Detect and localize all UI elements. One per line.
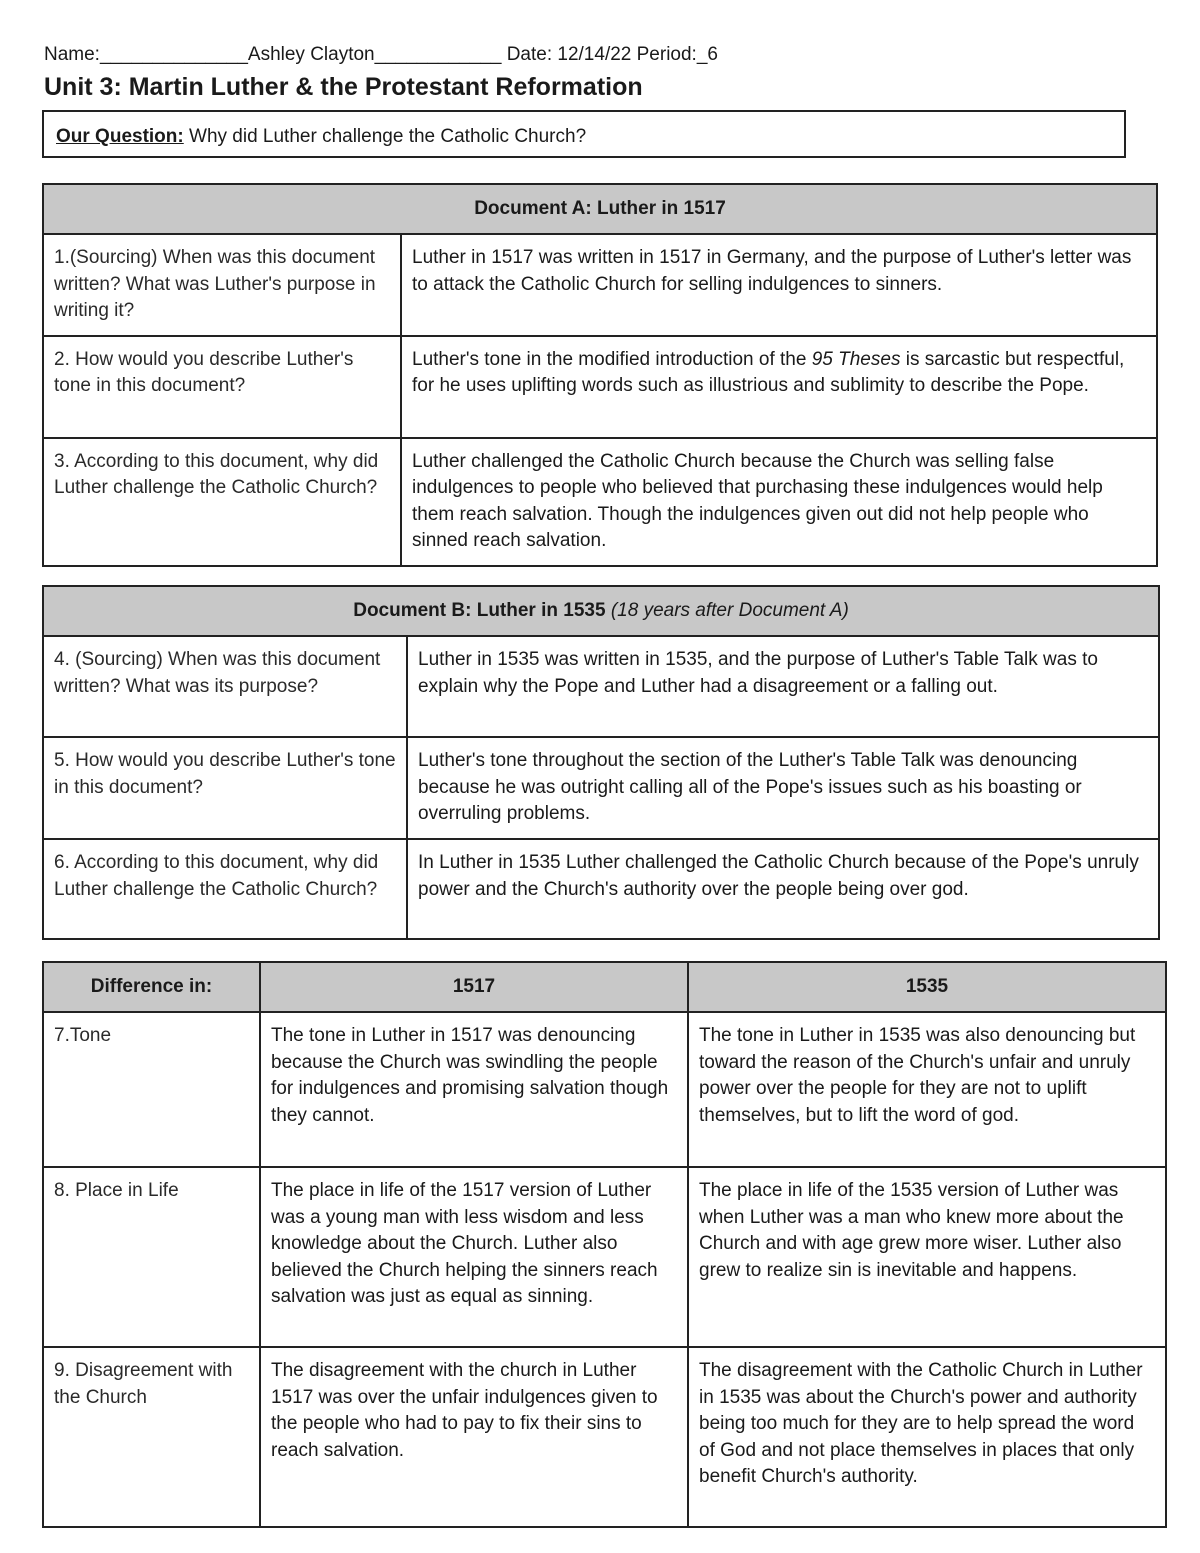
document-b-heading-note: (18 years after Document A)	[610, 599, 849, 621]
disagreement-1535: The disagreement with the Catholic Church in Luther in 1535 was about the Church's power and authority being too much for they are to help spread the word of God and not place themselves in places that only benefit Church's authority.	[688, 1347, 1166, 1527]
row-label-disagreement: 9. Disagreement with the Church	[43, 1347, 260, 1527]
question-text: Why did Luther challenge the Catholic Church?	[189, 126, 587, 147]
page-title: Unit 3: Martin Luther & the Protestant Reformation	[44, 73, 643, 101]
tone-1535: The tone in Luther in 1535 was also denouncing but toward the reason of the Church's unfair and unruly power over the people for they are not to uplift themselves, but to lift the word of god.	[688, 1012, 1166, 1167]
question-label: Our Question:	[56, 126, 184, 147]
question-2: 2. How would you describe Luther's tone in this document?	[43, 336, 401, 438]
question-4: 4. (Sourcing) When was this document written? What was its purpose?	[43, 636, 407, 737]
place-in-life-1535: The place in life of the 1535 version of Luther was when Luther was a man who knew more about the Church and with age grew more wiser. Luther also grew to realize sin is inevitable and happens.	[688, 1167, 1166, 1347]
document-b-heading: Document B: Luther in 1535 (18 years after Document A)	[43, 586, 1159, 636]
document-a-table	[42, 183, 1158, 567]
answer-3: Luther challenged the Catholic Church because the Church was selling false indulgences to people who believed that purchasing these indulgences would help them reach salvation. Though the indulgences given out did not help people who sinned reach salvation.	[401, 438, 1157, 566]
table-row	[43, 636, 1159, 737]
place-in-life-1517: The place in life of the 1517 version of Luther was a young man with less wisdom and less knowledge about the Church. Luther also believed the Church helping the sinners reach salvation was just as equal as sinning.	[260, 1167, 688, 1347]
table-row	[43, 839, 1159, 939]
row-label-place-in-life: 8. Place in Life	[43, 1167, 260, 1347]
table-row	[43, 438, 1157, 566]
document-b-table	[42, 585, 1160, 940]
answer-5: Luther's tone throughout the section of the Luther's Table Talk was denouncing because he was outright calling all of the Pope's issues such as his boasting or overruling problems.	[407, 737, 1159, 839]
answer-2: Luther's tone in the modified introduction of the 95 Theses is sarcastic but respectful, for he uses uplifting words such as illustrious and sublimity to describe the Pope.	[401, 336, 1157, 438]
question-1: 1.(Sourcing) When was this document written? What was Luther's purpose in writing it?	[43, 234, 401, 336]
answer-6: In Luther in 1535 Luther challenged the Catholic Church because of the Pope's unruly power and the Church's authority over the people being over god.	[407, 839, 1159, 939]
answer-1: Luther in 1517 was written in 1517 in Germany, and the purpose of Luther's letter was to attack the Catholic Church for selling indulgences to sinners.	[401, 234, 1157, 336]
table-row	[43, 336, 1157, 438]
question-6: 6. According to this document, why did Luther challenge the Catholic Church?	[43, 839, 407, 939]
tone-1517: The tone in Luther in 1517 was denouncing because the Church was swindling the people for indulgences and promising salvation though they cannot.	[260, 1012, 688, 1167]
disagreement-1517: The disagreement with the church in Luther 1517 was over the unfair indulgences given to the people who had to pay to fix their sins to reach salvation.	[260, 1347, 688, 1527]
table-row	[43, 1167, 1166, 1347]
header-1535: 1535	[688, 962, 1166, 1012]
comparison-table	[42, 961, 1167, 1528]
table-row	[43, 234, 1157, 336]
question-3: 3. According to this document, why did Luther challenge the Catholic Church?	[43, 438, 401, 566]
our-question-box	[42, 110, 1126, 158]
document-a-heading: Document A: Luther in 1517	[43, 184, 1157, 234]
table-row	[43, 737, 1159, 839]
header-difference-in: Difference in:	[43, 962, 260, 1012]
answer-4: Luther in 1535 was written in 1535, and the purpose of Luther's Table Talk was to explain why the Pope and Luther had a disagreement or a falling out.	[407, 636, 1159, 737]
table-row	[43, 1012, 1166, 1167]
95-theses-italic: 95 Theses	[811, 348, 901, 370]
question-5: 5. How would you describe Luther's tone in this document?	[43, 737, 407, 839]
row-label-tone: 7.Tone	[43, 1012, 260, 1167]
header-1517: 1517	[260, 962, 688, 1012]
name-date-period-line: Name:______________Ashley Clayton____________ Date: 12/14/22 Period:_6	[44, 44, 718, 65]
table-row	[43, 1347, 1166, 1527]
